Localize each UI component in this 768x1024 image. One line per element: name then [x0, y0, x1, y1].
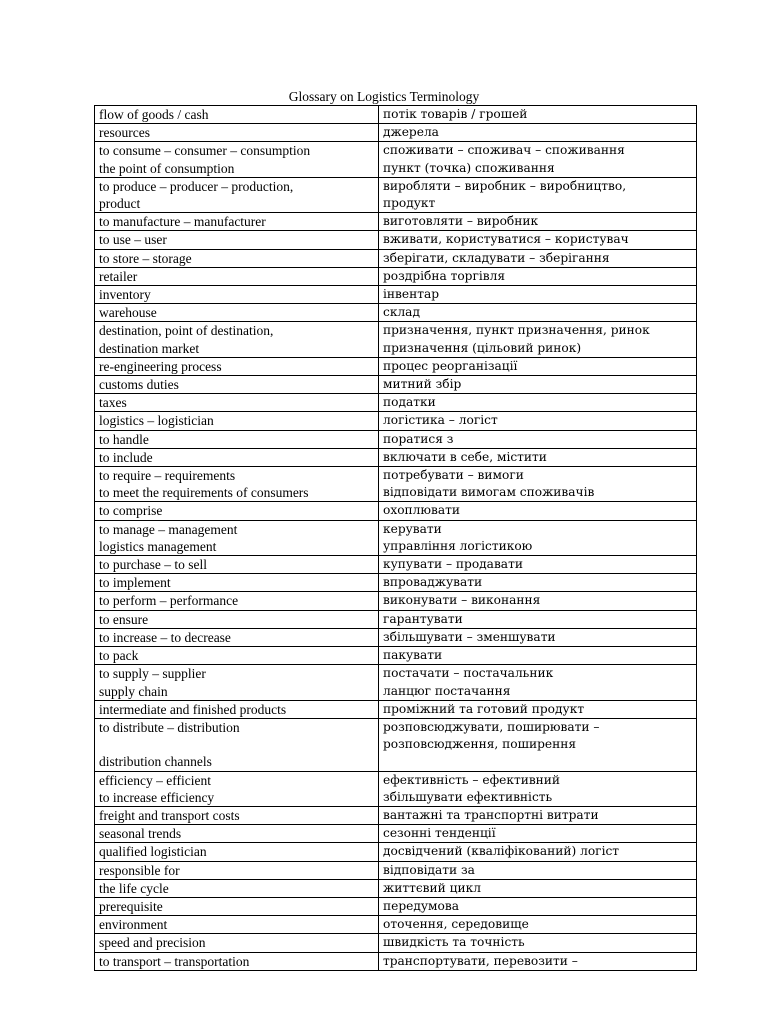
ukrainian-term-cell: впроваджувати	[379, 574, 697, 592]
ukrainian-term-cell: джерела	[379, 124, 697, 142]
table-row	[95, 647, 697, 665]
english-term-cell: inventory	[95, 286, 379, 304]
ukrainian-term-cell: логістика – логіст	[379, 412, 697, 430]
english-term-cell: efficiency – efficient to increase efficiency	[95, 771, 379, 806]
ukrainian-term-cell: зберігати, складувати – зберігання	[379, 249, 697, 267]
english-term-cell: customs duties	[95, 376, 379, 394]
ukrainian-term-cell: проміжний та готовий продукт	[379, 700, 697, 718]
ukrainian-term-cell: потребувати – вимоги відповідати вимогам споживачів	[379, 467, 697, 502]
table-row	[95, 700, 697, 718]
english-term-cell: to require – requirements to meet the requirements of consumers	[95, 467, 379, 502]
table-row	[95, 357, 697, 375]
ukrainian-term-cell: митний збір	[379, 376, 697, 394]
english-term-cell: to store – storage	[95, 249, 379, 267]
table-row	[95, 879, 697, 897]
table-row	[95, 412, 697, 430]
ukrainian-term-cell: швидкість та точність	[379, 934, 697, 952]
ukrainian-term-cell: охоплювати	[379, 502, 697, 520]
english-term-cell: to manage – management logistics management	[95, 520, 379, 555]
english-term-cell: to perform – performance	[95, 592, 379, 610]
table-row	[95, 467, 697, 502]
english-term-cell: to purchase – to sell	[95, 556, 379, 574]
table-row	[95, 934, 697, 952]
ukrainian-term-cell: пакувати	[379, 647, 697, 665]
ukrainian-term-cell: виконувати – виконання	[379, 592, 697, 610]
english-term-cell: to implement	[95, 574, 379, 592]
ukrainian-term-cell: роздрібна торгівля	[379, 267, 697, 285]
table-row	[95, 806, 697, 824]
ukrainian-term-cell: відповідати за	[379, 861, 697, 879]
ukrainian-term-cell: склад	[379, 304, 697, 322]
ukrainian-term-cell: включати в себе, містити	[379, 448, 697, 466]
ukrainian-term-cell: оточення, середовище	[379, 916, 697, 934]
ukrainian-term-cell: виробляти – виробник – виробництво, продукт	[379, 177, 697, 212]
table-row	[95, 177, 697, 212]
ukrainian-term-cell: збільшувати – зменшувати	[379, 628, 697, 646]
ukrainian-term-cell: потік товарів / грошей	[379, 106, 697, 124]
ukrainian-term-cell: вживати, користуватися – користувач	[379, 231, 697, 249]
english-term-cell: to include	[95, 448, 379, 466]
english-term-cell: to distribute – distribution distribution channels	[95, 718, 379, 771]
english-term-cell: intermediate and finished products	[95, 700, 379, 718]
table-row	[95, 267, 697, 285]
table-row	[95, 665, 697, 700]
table-row	[95, 322, 697, 357]
table-row	[95, 286, 697, 304]
table-row	[95, 592, 697, 610]
glossary-table	[94, 105, 697, 971]
table-row	[95, 502, 697, 520]
english-term-cell: to supply – supplier supply chain	[95, 665, 379, 700]
table-row	[95, 142, 697, 177]
ukrainian-term-cell: розповсюджувати, поширювати – розповсюдження, поширення	[379, 718, 697, 771]
ukrainian-term-cell: сезонні тенденції	[379, 825, 697, 843]
ukrainian-term-cell: поратися з	[379, 430, 697, 448]
table-row	[95, 556, 697, 574]
table-row	[95, 430, 697, 448]
english-term-cell: freight and transport costs	[95, 806, 379, 824]
english-term-cell: environment	[95, 916, 379, 934]
table-row	[95, 897, 697, 915]
table-row	[95, 249, 697, 267]
ukrainian-term-cell: інвентар	[379, 286, 697, 304]
table-row	[95, 916, 697, 934]
english-term-cell: responsible for	[95, 861, 379, 879]
table-row	[95, 610, 697, 628]
table-row	[95, 574, 697, 592]
ukrainian-term-cell: передумова	[379, 897, 697, 915]
ukrainian-term-cell: призначення, пункт призначення, ринок призначення (цільовий ринок)	[379, 322, 697, 357]
table-row	[95, 213, 697, 231]
table-row	[95, 825, 697, 843]
english-term-cell: warehouse	[95, 304, 379, 322]
ukrainian-term-cell: купувати – продавати	[379, 556, 697, 574]
english-term-cell: to pack	[95, 647, 379, 665]
table-row	[95, 843, 697, 861]
table-row	[95, 952, 697, 970]
english-term-cell: to produce – producer – production, product	[95, 177, 379, 212]
ukrainian-term-cell: постачати – постачальник ланцюг постачання	[379, 665, 697, 700]
table-row	[95, 448, 697, 466]
table-row	[95, 394, 697, 412]
glossary-table-body	[95, 106, 697, 971]
english-term-cell: destination, point of destination, destination market	[95, 322, 379, 357]
ukrainian-term-cell: гарантувати	[379, 610, 697, 628]
table-row	[95, 520, 697, 555]
english-term-cell: taxes	[95, 394, 379, 412]
english-term-cell: to comprise	[95, 502, 379, 520]
english-term-cell: to use – user	[95, 231, 379, 249]
english-term-cell: retailer	[95, 267, 379, 285]
english-term-cell: prerequisite	[95, 897, 379, 915]
english-term-cell: qualified logistician	[95, 843, 379, 861]
ukrainian-term-cell: керувати управління логістикою	[379, 520, 697, 555]
english-term-cell: re-engineering process	[95, 357, 379, 375]
table-row	[95, 231, 697, 249]
table-row	[95, 124, 697, 142]
english-term-cell: to ensure	[95, 610, 379, 628]
table-row	[95, 376, 697, 394]
table-row	[95, 718, 697, 771]
english-term-cell: to handle	[95, 430, 379, 448]
english-term-cell: to increase – to decrease	[95, 628, 379, 646]
english-term-cell: logistics – logistician	[95, 412, 379, 430]
ukrainian-term-cell: виготовляти – виробник	[379, 213, 697, 231]
ukrainian-term-cell: життєвий цикл	[379, 879, 697, 897]
table-row	[95, 861, 697, 879]
english-term-cell: to manufacture – manufacturer	[95, 213, 379, 231]
ukrainian-term-cell: транспортувати, перевозити –	[379, 952, 697, 970]
ukrainian-term-cell: ефективність – ефективний збільшувати ефективність	[379, 771, 697, 806]
english-term-cell: speed and precision	[95, 934, 379, 952]
english-term-cell: to transport – transportation	[95, 952, 379, 970]
table-row	[95, 771, 697, 806]
english-term-cell: to consume – consumer – consumption the point of consumption	[95, 142, 379, 177]
ukrainian-term-cell: споживати – споживач – споживання пункт (точка) споживання	[379, 142, 697, 177]
ukrainian-term-cell: процес реорганізації	[379, 357, 697, 375]
page-title: Glossary on Logistics Terminology	[288, 89, 480, 104]
english-term-cell: the life cycle	[95, 879, 379, 897]
english-term-cell: resources	[95, 124, 379, 142]
ukrainian-term-cell: вантажні та транспортні витрати	[379, 806, 697, 824]
ukrainian-term-cell: податки	[379, 394, 697, 412]
table-row	[95, 304, 697, 322]
ukrainian-term-cell: досвідчений (кваліфікований) логіст	[379, 843, 697, 861]
table-row	[95, 628, 697, 646]
english-term-cell: flow of goods / cash	[95, 106, 379, 124]
table-row	[95, 106, 697, 124]
english-term-cell: seasonal trends	[95, 825, 379, 843]
